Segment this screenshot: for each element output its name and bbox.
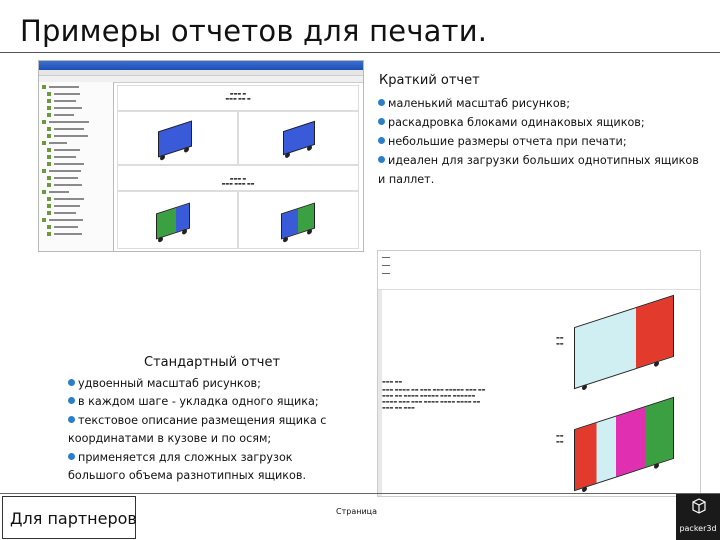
- list-item: небольшие размеры отчета при печати;: [378, 132, 708, 151]
- list-item: удвоенный масштаб рисунков;: [68, 375, 353, 393]
- packer3d-logo: [676, 494, 720, 540]
- bullet-icon: [378, 99, 385, 106]
- footer-divider: [0, 493, 720, 494]
- page-label: Страница: [336, 507, 378, 516]
- pack-blue-2: [283, 121, 315, 155]
- bullet-icon: [68, 453, 75, 460]
- standard-report-list: [68, 375, 353, 485]
- window-title-bar: [39, 61, 363, 70]
- list-item: текстовое описание размещения ящика с координатами в кузове и по осям;: [68, 413, 327, 446]
- bullet-icon: [68, 379, 75, 386]
- bullet-icon: [68, 416, 75, 423]
- pack-green-1: [156, 202, 190, 239]
- bullet-icon: [68, 397, 75, 404]
- list-item: раскадровка блоками одинаковых ящиков;: [378, 113, 708, 132]
- box-icon: [692, 498, 706, 516]
- pack-green-2: [281, 202, 315, 239]
- partners-label: Для партнеров: [10, 509, 137, 528]
- bullet-icon: [378, 137, 385, 144]
- standard-report-screenshot: ▬▬ ▬▬ ▬▬▬ ▬▬ ▬▬▬ ▬▬▬▬ ▬▬ ▬▬▬ ▬▬▬ ▬▬▬▬▬ ▬▬▬ ▬▬ ▬▬▬ ▬▬ ▬▬▬▬ ▬▬▬▬▬ ▬▬▬ ▬▬▬▬▬▬ ▬▬▬▬ ▬▬▬ ▬▬▬ ▬▬▬▬ ▬▬▬▬ ▬▬▬▬ ▬▬ ▬▬▬ ▬▬ ▬▬▬ ▬▬ ▬▬: [377, 250, 701, 497]
- bullet-icon: [378, 156, 385, 163]
- report-grid: ▬▬▬ ▬ ▬▬▬ ▬▬ ▬ ▬▬▬ ▬ ▬▬▬ ▬▬▬ ▬▬: [117, 85, 359, 249]
- report-header-bar: [378, 251, 700, 290]
- pack-top-large: [574, 295, 674, 389]
- list-item: маленький масштаб рисунков;: [378, 94, 708, 113]
- bullet-icon: [378, 118, 385, 125]
- standard-report-title: Стандартный отчет: [144, 355, 281, 370]
- pack-bottom-large: [574, 397, 674, 491]
- brief-report-list: [378, 94, 708, 189]
- list-item: применяется для сложных загрузок большого объема разнотипных ящиков.: [68, 450, 307, 483]
- pack-blue-1: [158, 120, 192, 157]
- title-divider: [0, 52, 720, 53]
- list-item: идеален для загрузки больших однотипных ящиков и паллет.: [378, 154, 699, 186]
- tree-panel: [39, 82, 114, 251]
- brief-report-screenshot: [38, 60, 364, 252]
- logo-text: packer3d: [679, 524, 717, 533]
- list-item: в каждом шаге - укладка одного ящика;: [68, 393, 353, 411]
- brief-report-title: Краткий отчет: [379, 73, 480, 88]
- slide-title: Примеры отчетов для печати.: [20, 14, 488, 48]
